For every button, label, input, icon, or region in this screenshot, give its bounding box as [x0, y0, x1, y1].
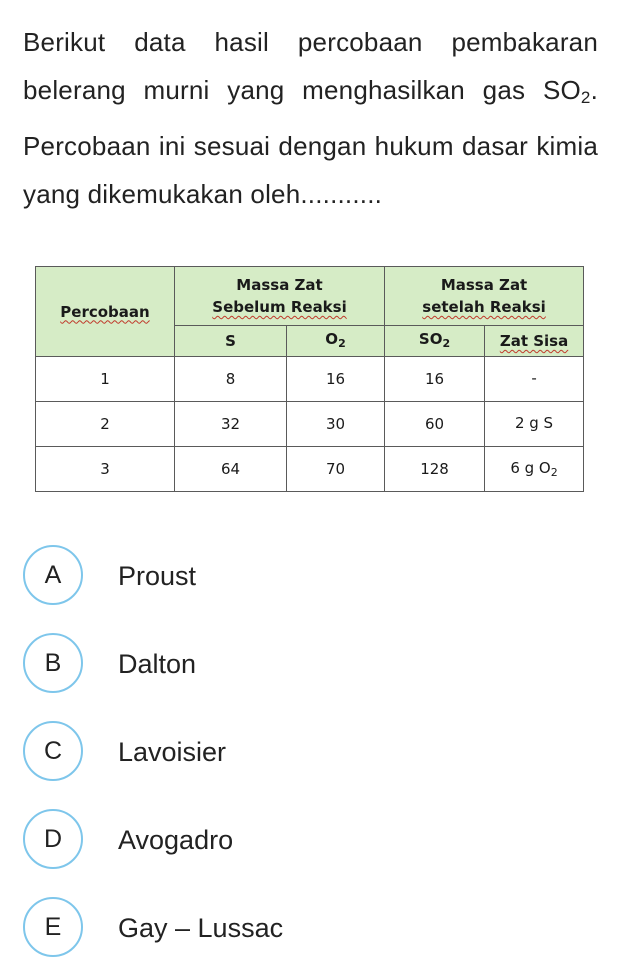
question-part-1: Berikut data hasil percobaan pembakaran belerang murni yang menghasilkan gas	[23, 27, 598, 105]
header-massa-setelah: Massa Zat setelah Reaksi	[385, 267, 584, 326]
subheader-o2: $O_2$	[287, 326, 385, 357]
option-c[interactable]	[23, 721, 598, 785]
cell-s: 64	[175, 447, 287, 492]
table-row	[36, 447, 584, 492]
table-row	[36, 402, 584, 447]
cell-so2: 128	[385, 447, 485, 492]
cell-zat-sisa: -	[485, 357, 584, 402]
option-text[interactable]: Gay – Lussac	[118, 913, 284, 943]
cell-s: 32	[175, 402, 287, 447]
subheader-so2: $SO_2$	[385, 326, 485, 357]
option-text[interactable]: Lavoisier	[118, 737, 227, 767]
header-massa-sebelum: Massa Zat Sebelum Reaksi	[175, 267, 385, 326]
so2-formula: $SO_2$	[542, 75, 591, 107]
cell-percobaan: 3	[36, 447, 175, 492]
data-table	[35, 266, 584, 492]
cell-o2: 70	[287, 447, 385, 492]
cell-so2: 16	[385, 357, 485, 402]
option-text[interactable]: Proust	[118, 561, 197, 591]
option-b[interactable]	[23, 633, 598, 697]
cell-s: 8	[175, 357, 287, 402]
cell-zat-sisa: 6 g $O_2$	[485, 447, 584, 492]
option-letter-circle[interactable]: E	[23, 897, 83, 957]
header-percobaan: Percobaan	[36, 267, 175, 357]
option-text[interactable]: Dalton	[118, 649, 197, 679]
cell-percobaan: 2	[36, 402, 175, 447]
table-row	[36, 357, 584, 402]
option-letter-circle[interactable]: D	[23, 809, 83, 869]
cell-o2: 16	[287, 357, 385, 402]
option-letter-circle[interactable]: A	[23, 545, 83, 605]
cell-so2: 60	[385, 402, 485, 447]
subheader-s: S	[175, 326, 287, 357]
option-letter-circle[interactable]: B	[23, 633, 83, 693]
option-text[interactable]: Avogadro	[118, 825, 234, 855]
option-a[interactable]	[23, 545, 598, 609]
cell-o2: 30	[287, 402, 385, 447]
option-letter-circle[interactable]: C	[23, 721, 83, 781]
cell-zat-sisa: 2 g S	[485, 402, 584, 447]
question-text	[23, 18, 598, 218]
option-d[interactable]	[23, 809, 598, 873]
option-e[interactable]	[23, 897, 598, 961]
subheader-zat-sisa: Zat Sisa	[485, 326, 584, 357]
cell-percobaan: 1	[36, 357, 175, 402]
question-part-2: . Percobaan ini sesuai dengan hukum dasar kimia yang dikemukakan oleh...........	[23, 75, 598, 209]
